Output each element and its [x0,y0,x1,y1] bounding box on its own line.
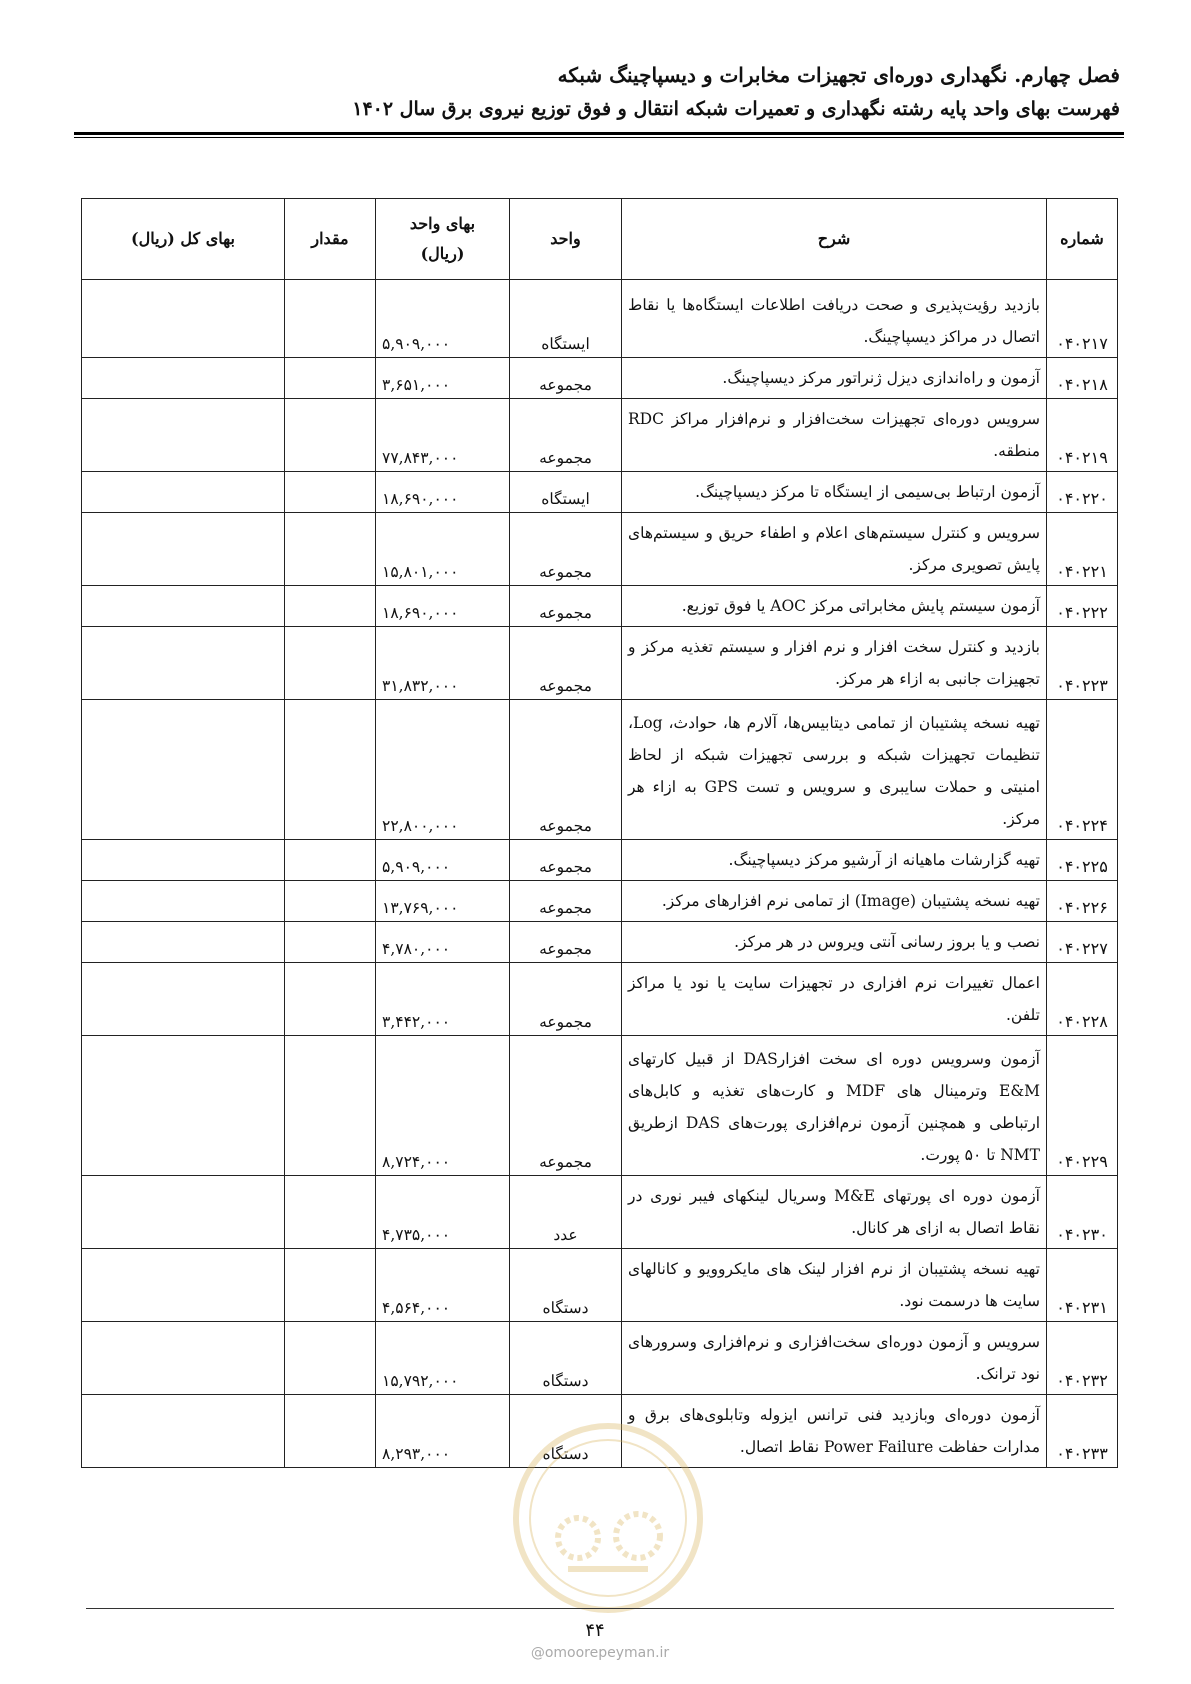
item-unit-price: ۴,۵۶۴,۰۰۰ [376,1249,510,1322]
item-unit: ایستگاه [510,472,622,513]
table-row [82,280,1118,358]
col-header-unit: واحد [510,199,622,280]
item-unit-price: ۸,۲۹۳,۰۰۰ [376,1395,510,1468]
item-total [82,513,285,586]
item-code: ۰۴۰۲۲۶ [1047,881,1118,922]
header-rule-thin [74,137,1124,138]
col-header-total: بهای کل (ریال) [82,199,285,280]
unit-price-currency: (ریال) [420,244,465,263]
item-quantity [285,586,376,627]
item-description: آزمون و راه‌اندازی دیزل ژنراتور مرکز دیسپاچینگ. [622,358,1047,399]
item-quantity [285,963,376,1036]
page-number: ۴۴ [585,1620,605,1641]
item-unit: مجموعه [510,963,622,1036]
item-unit: مجموعه [510,922,622,963]
item-unit: عدد [510,1176,622,1249]
item-total [82,922,285,963]
item-description: بازدید رؤیت‌پذیری و صحت دریافت اطلاعات ایستگاه‌ها یا نقاط اتصال در مراکز دیسپاچینگ. [622,280,1047,358]
item-code: ۰۴۰۲۳۲ [1047,1322,1118,1395]
table-row [82,922,1118,963]
item-unit-price: ۷۷,۸۴۳,۰۰۰ [376,399,510,472]
table-row [82,1036,1118,1176]
item-unit: مجموعه [510,627,622,700]
item-code: ۰۴۰۲۳۰ [1047,1176,1118,1249]
item-code: ۰۴۰۲۳۳ [1047,1395,1118,1468]
item-quantity [285,881,376,922]
table-row [82,472,1118,513]
table-row [82,1395,1118,1468]
item-quantity [285,1395,376,1468]
item-description: آزمون دوره ای پورتهای M&E وسریال لینکهای فیبر نوری در نقاط اتصال به ازای هر کانال. [622,1176,1047,1249]
table-row [82,700,1118,840]
item-quantity [285,922,376,963]
item-code: ۰۴۰۲۳۱ [1047,1249,1118,1322]
item-code: ۰۴۰۲۲۲ [1047,586,1118,627]
page-header [78,60,1120,124]
item-code: ۰۴۰۲۱۹ [1047,399,1118,472]
item-total [82,963,285,1036]
table-body [82,280,1118,1468]
item-unit-price: ۴,۷۸۰,۰۰۰ [376,922,510,963]
item-quantity [285,280,376,358]
item-code: ۰۴۰۲۲۱ [1047,513,1118,586]
unit-price-label: بهای واحد [409,214,476,233]
item-unit-price: ۱۸,۶۹۰,۰۰۰ [376,472,510,513]
table-row [82,881,1118,922]
item-description: نصب و یا بروز رسانی آنتی ویروس در هر مرکز. [622,922,1047,963]
item-unit-price: ۳,۴۴۲,۰۰۰ [376,963,510,1036]
item-quantity [285,358,376,399]
item-unit: مجموعه [510,1036,622,1176]
item-description: آزمون دوره‌ای وبازدید فنی ترانس ایزوله وتابلوی‌های برق و مدارات حفاظت Power Failure نقاط اتصال. [622,1395,1047,1468]
site-watermark: @omoorepeyman.ir [530,1645,670,1661]
col-header-unit-price [376,199,510,280]
item-total [82,1322,285,1395]
item-description: تهیه نسخه پشتیبان از نرم افزار لینک های مایکروویو و کانالهای سایت ها درسمت نود. [622,1249,1047,1322]
item-quantity [285,1249,376,1322]
item-unit: ایستگاه [510,280,622,358]
item-total [82,1395,285,1468]
item-unit: مجموعه [510,513,622,586]
item-unit: مجموعه [510,840,622,881]
item-unit-price: ۵,۹۰۹,۰۰۰ [376,840,510,881]
item-description: تهیه گزارشات ماهیانه از آرشیو مرکز دیسپاچینگ. [622,840,1047,881]
item-description: سرویس دوره‌ای تجهیزات سخت‌افزار و نرم‌افزار مراکز RDC منطقه. [622,399,1047,472]
item-description: آزمون وسرویس دوره ای سخت افزارDAS از قبیل کارتهای E&M وترمینال های MDF و کارت‌های تغذیه و کابل‌های ارتباطی و همچنین آزمون نرم‌افزاری پورت‌های DAS ازطریق NMT تا ۵۰ پورت. [622,1036,1047,1176]
table-header-row [82,199,1118,280]
item-code: ۰۴۰۲۱۸ [1047,358,1118,399]
footer-rule [86,1608,1114,1609]
table-row [82,358,1118,399]
table-row [82,513,1118,586]
item-unit-price: ۵,۹۰۹,۰۰۰ [376,280,510,358]
table-row [82,963,1118,1036]
item-quantity [285,1322,376,1395]
price-list-table [81,198,1118,1468]
item-quantity [285,399,376,472]
item-unit: مجموعه [510,586,622,627]
item-total [82,881,285,922]
item-quantity [285,700,376,840]
item-total [82,627,285,700]
item-total [82,472,285,513]
item-quantity [285,472,376,513]
item-unit-price: ۱۵,۸۰۱,۰۰۰ [376,513,510,586]
item-code: ۰۴۰۲۲۰ [1047,472,1118,513]
col-header-code: شماره [1047,199,1118,280]
item-quantity [285,627,376,700]
item-total [82,280,285,358]
item-quantity [285,840,376,881]
document-subtitle: فهرست بهای واحد پایه رشته نگهداری و تعمیرات شبکه انتقال و فوق توزیع نیروی برق سال ۱۴۰۲ [352,98,1120,120]
item-total [82,1176,285,1249]
table-row [82,1322,1118,1395]
item-description: آزمون سیستم پایش مخابراتی مرکز AOC یا فوق توزیع. [622,586,1047,627]
item-code: ۰۴۰۲۲۹ [1047,1036,1118,1176]
item-description: تهیه نسخه پشتیبان از تمامی دیتابیس‌ها، آلارم ها، حوادث، Log، تنظیمات تجهیزات شبکه و بررسی تجهیزات شبکه از لحاظ امنیتی و حملات سایبری و سرویس و تست GPS به ازاء هر مرکز. [622,700,1047,840]
item-total [82,358,285,399]
item-total [82,1036,285,1176]
item-quantity [285,1036,376,1176]
table-row [82,627,1118,700]
item-unit: مجموعه [510,881,622,922]
item-unit-price: ۳۱,۸۳۲,۰۰۰ [376,627,510,700]
item-quantity [285,1176,376,1249]
item-total [82,840,285,881]
item-unit: مجموعه [510,358,622,399]
item-unit-price: ۲۲,۸۰۰,۰۰۰ [376,700,510,840]
item-unit-price: ۱۸,۶۹۰,۰۰۰ [376,586,510,627]
item-code: ۰۴۰۲۲۴ [1047,700,1118,840]
item-unit-price: ۱۳,۷۶۹,۰۰۰ [376,881,510,922]
item-description: سرویس و کنترل سیستم‌های اعلام و اطفاء حریق و سیستم‌های پایش تصویری مرکز. [622,513,1047,586]
table-row [82,1176,1118,1249]
table-row [82,399,1118,472]
item-unit: دستگاه [510,1249,622,1322]
col-header-desc: شرح [622,199,1047,280]
header-rule-thick [74,132,1124,135]
item-unit-price: ۴,۷۳۵,۰۰۰ [376,1176,510,1249]
item-unit: دستگاه [510,1322,622,1395]
item-unit: مجموعه [510,700,622,840]
item-total [82,586,285,627]
item-description: تهیه نسخه پشتیبان (Image) از تمامی نرم افزارهای مرکز. [622,881,1047,922]
item-total [82,700,285,840]
item-code: ۰۴۰۲۲۳ [1047,627,1118,700]
item-unit-price: ۱۵,۷۹۲,۰۰۰ [376,1322,510,1395]
chapter-title: فصل چهارم. نگهداری دوره‌ای تجهیزات مخابرات و دیسپاچینگ شبکه [557,63,1120,87]
item-unit-price: ۸,۷۲۴,۰۰۰ [376,1036,510,1176]
col-header-qty: مقدار [285,199,376,280]
item-unit: دستگاه [510,1395,622,1468]
item-unit-price: ۳,۶۵۱,۰۰۰ [376,358,510,399]
item-code: ۰۴۰۲۲۷ [1047,922,1118,963]
item-description: سرویس و آزمون دوره‌ای سخت‌افزاری و نرم‌افزاری وسرورهای نود ترانک. [622,1322,1047,1395]
table-row [82,1249,1118,1322]
item-description: اعمال تغییرات نرم افزاری در تجهیزات سایت یا نود یا مراکز تلفن. [622,963,1047,1036]
item-quantity [285,513,376,586]
item-description: بازدید و کنترل سخت افزار و نرم افزار و سیستم تغذیه مرکز و تجهیزات جانبی به ازاء هر مرکز. [622,627,1047,700]
item-code: ۰۴۰۲۲۵ [1047,840,1118,881]
item-total [82,1249,285,1322]
table-row [82,586,1118,627]
item-description: آزمون ارتباط بی‌سیمی از ایستگاه تا مرکز دیسپاچینگ. [622,472,1047,513]
table-row [82,840,1118,881]
item-code: ۰۴۰۲۱۷ [1047,280,1118,358]
item-unit: مجموعه [510,399,622,472]
item-total [82,399,285,472]
item-code: ۰۴۰۲۲۸ [1047,963,1118,1036]
